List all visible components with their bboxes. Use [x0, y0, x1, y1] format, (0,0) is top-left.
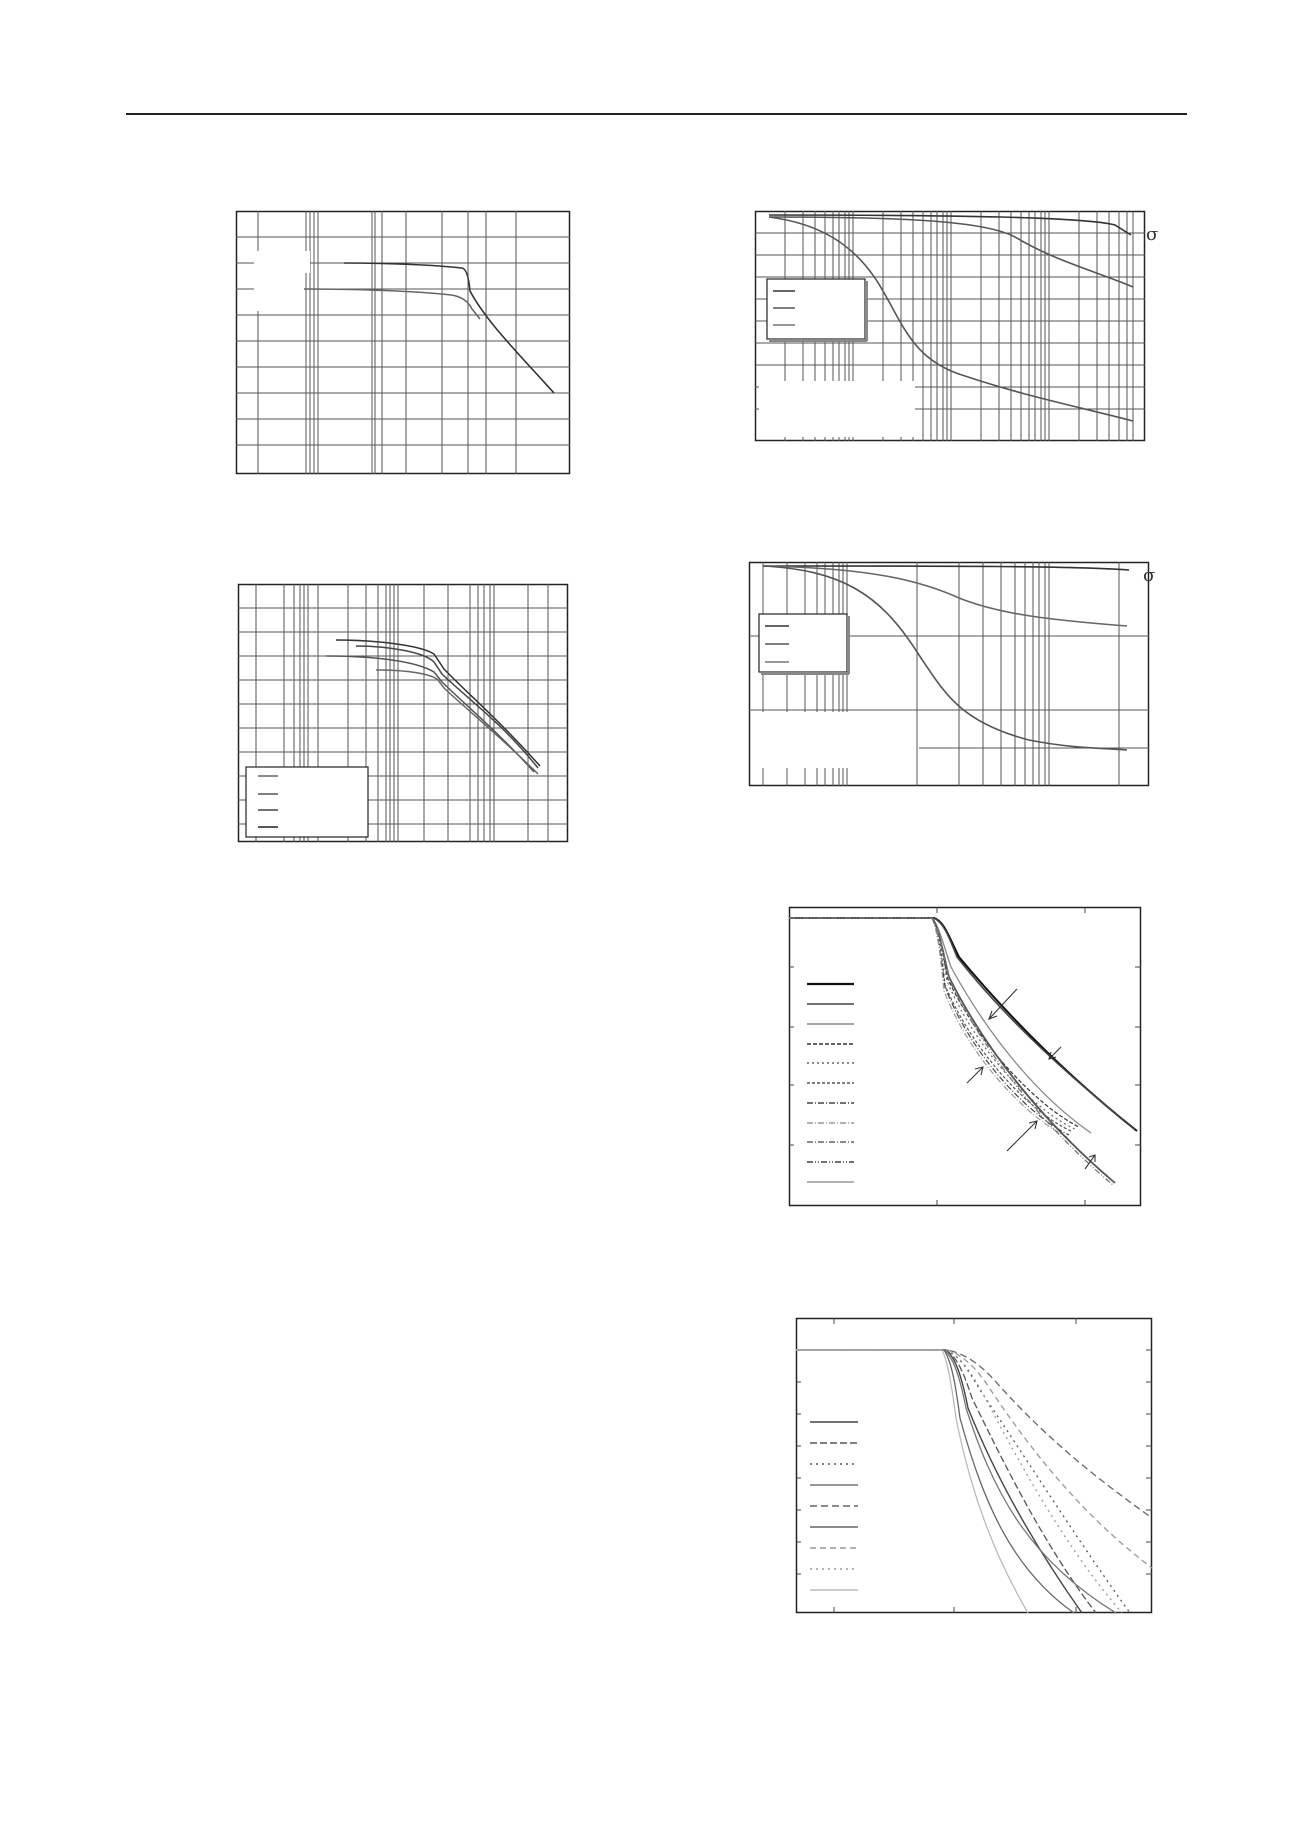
header-rule: [126, 113, 1187, 115]
fig-f-legend: [810, 1422, 858, 1590]
fig-e-curve-10: [789, 918, 1113, 1185]
fig-b-curve-2: [356, 646, 538, 768]
figure-a-plot: [236, 211, 570, 474]
fig-e-curve-9: [789, 918, 1115, 1183]
fig-f-curve-2: [796, 1350, 1096, 1613]
figure-e-plot: [789, 907, 1141, 1206]
fig-e-legend: [807, 984, 854, 1182]
fig-f-curve-8: [796, 1350, 1122, 1613]
fig-b-legend: [246, 767, 368, 837]
fig-f-curve-7: [796, 1350, 1152, 1568]
fig-f-curve-9: [796, 1350, 1028, 1613]
figure-f-plot: [796, 1318, 1152, 1613]
fig-c-legend: [767, 279, 868, 342]
figure-d-plot: [749, 562, 1149, 786]
fig-f-curve-6: [796, 1350, 1074, 1613]
fig-b-curve-4: [376, 670, 538, 774]
fig-e-curve-4: [789, 918, 1079, 1127]
figure-c-plot: [755, 211, 1145, 441]
fig-d-legend: [759, 614, 850, 675]
fig-f-curve-1: [796, 1350, 1082, 1613]
fig-c-sigma-label: σ: [1146, 224, 1159, 245]
fig-f-curve-3: [796, 1350, 1130, 1613]
figure-b-plot: [238, 584, 568, 842]
fig-d-sigma-label: σ: [1143, 565, 1156, 586]
fig-f-curve-5: [796, 1350, 1152, 1518]
fig-b-curve-3: [326, 656, 534, 772]
